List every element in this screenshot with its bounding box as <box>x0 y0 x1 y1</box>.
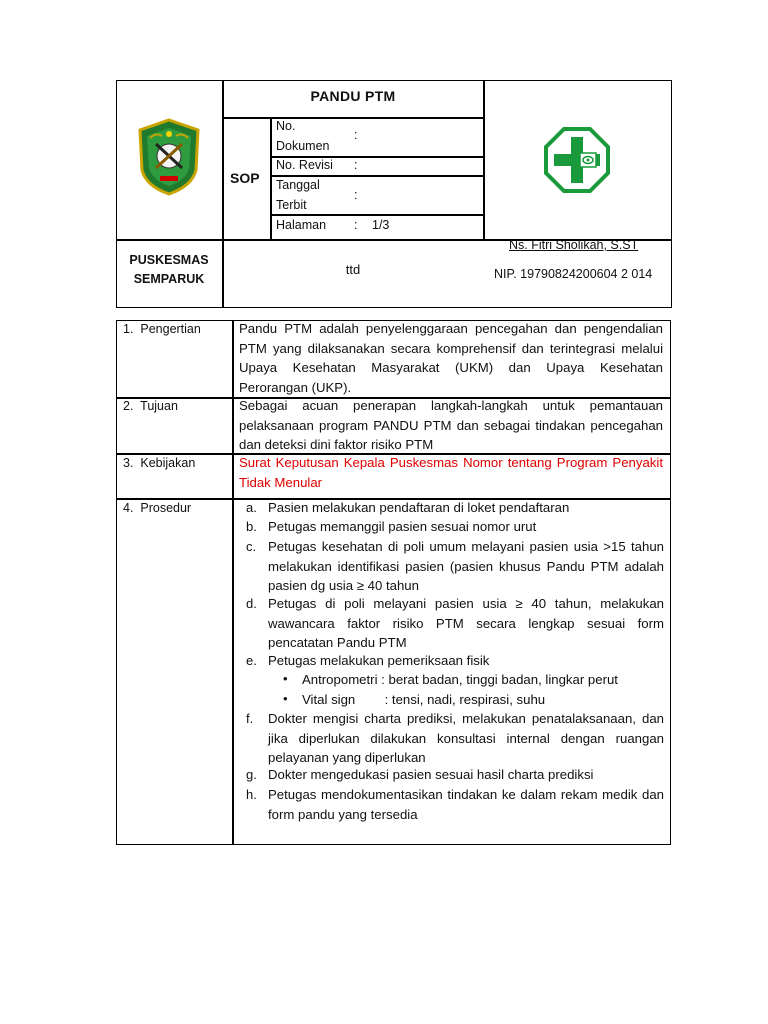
procedure-subitem: Vital sign : tensi, nadi, respirasi, suhu <box>302 692 546 707</box>
kebijakan-text: Surat Keputusan Kepala Puskesmas Nomor tentang Program Penyakit Tidak Menular <box>239 455 663 490</box>
signature-text: ttd <box>345 262 361 277</box>
procedure-item: Petugas mendokumentasikan tindakan ke dalam rekam medik dan form pandu yang tersedia <box>268 787 664 822</box>
item-marker: f. <box>246 711 254 726</box>
item-marker: e. <box>246 653 257 668</box>
item-marker: c. <box>246 539 257 554</box>
divider <box>270 117 272 240</box>
divider <box>483 80 485 240</box>
meta-value: 1/3 <box>372 218 390 232</box>
meta-colon: : <box>354 188 358 202</box>
procedure-item: Petugas di poli melayani pasien usia ≥ 40 tahun, melakukan wawancara faktor risiko PTM secara lengkap sesuai form pencatatan Pandu PTM <box>268 596 664 650</box>
item-marker: b. <box>246 519 257 534</box>
meta-colon: : <box>354 218 358 232</box>
signer-nip: NIP. 19790824200604 2 014 <box>494 267 653 281</box>
procedure-item: Dokter mengedukasi pasien sesuai hasil charta prediksi <box>268 767 594 782</box>
document-title: PANDU PTM <box>310 88 396 104</box>
meta-label-revisi: No. Revisi <box>276 158 333 172</box>
divider <box>222 117 484 119</box>
procedure-item: Pasien melakukan pendaftaran di loket pendaftaran <box>268 500 570 515</box>
section-label-kebijakan: 3. Kebijakan <box>123 456 196 470</box>
procedure-item: Petugas kesehatan di poli umum melayani pasien usia >15 tahun melakukan identifikasi pasien (pasien khusus Pandu PTM adalah pasien dg usia ≥ 40 tahun <box>268 539 664 593</box>
procedure-item: Dokter mengisi charta prediksi, melakukan penatalaksanaan, dan jika diperlukan dilakukan konsultasi internal dengan ruangan pelayanan yang diperlukan <box>268 711 664 765</box>
signer-name: Ns. Fitri Sholikah, S.ST <box>509 238 639 252</box>
item-marker: d. <box>246 596 257 611</box>
sop-label: SOP <box>230 170 260 186</box>
regional-emblem-icon <box>136 118 202 196</box>
item-marker: h. <box>246 787 257 802</box>
divider <box>232 320 234 845</box>
pengertian-text: Pandu PTM adalah penyelenggaraan pencegahan dan pengendalian PTM yang dilaksanakan secara komprehensif dan terintegrasi melalui Upaya Kesehatan Masyarakat (UKM) dan Upaya Kesehatan Perorangan (UKP). <box>239 321 663 395</box>
item-marker: g. <box>246 767 257 782</box>
meta-label-terbit: Tanggal Terbit <box>276 178 320 212</box>
section-label-pengertian: 1. Pengertian <box>123 322 201 336</box>
puskesmas-cross-icon <box>544 127 610 193</box>
meta-colon: : <box>354 158 358 172</box>
meta-label-halaman: Halaman <box>276 218 327 232</box>
organization-name: PUSKESMAS SEMPARUK <box>129 253 209 286</box>
procedure-item: Petugas memanggil pasien sesuai nomor urut <box>268 519 537 534</box>
procedure-item: Petugas melakukan pemeriksaan fisik <box>268 653 490 668</box>
meta-label-dokumen: No. Dokumen <box>276 119 330 153</box>
item-marker: a. <box>246 500 257 515</box>
section-label-prosedur: 4. Prosedur <box>123 501 192 515</box>
meta-colon: : <box>354 128 358 142</box>
tujuan-text: Sebagai acuan penerapan langkah-langkah untuk pemantauan pelaksanaan program PANDU PTM dan sebagai tindakan pencegahan dan deteksi dini faktor risiko PTM <box>239 398 663 452</box>
procedure-subitem: Antropometri : berat badan, tinggi badan, lingkar perut <box>302 672 618 687</box>
bullet-icon: • <box>283 691 288 706</box>
bullet-icon: • <box>283 671 288 686</box>
section-label-tujuan: 2. Tujuan <box>123 399 178 413</box>
